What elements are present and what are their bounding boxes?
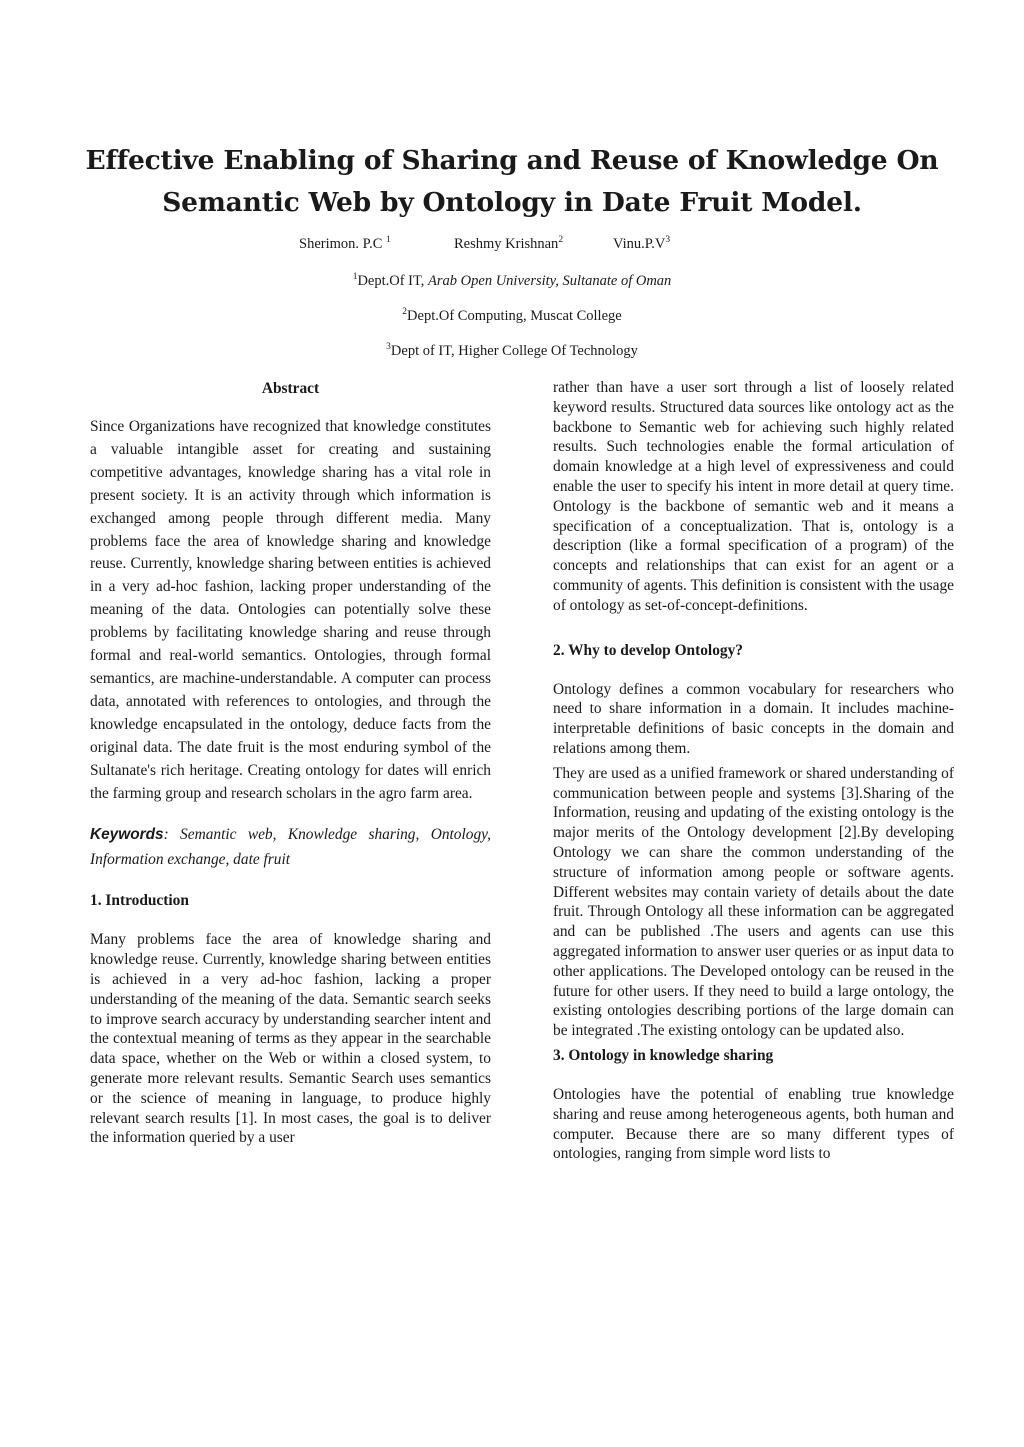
affiliation-3-sup: 3	[386, 342, 391, 352]
affiliation-1	[0, 273, 1024, 290]
author-1	[299, 236, 391, 253]
affiliation-2-sup: 2	[402, 307, 408, 317]
introduction-text: Many problems face the area of knowledge sharing and knowledge reuse. Currently, knowledge sharing between entities is achieved in a very ad-hoc fashion, lacking a proper understanding of the meaning of the data. Semantic search seeks to improve search accuracy by understanding searcher intent and the contextual meaning of terms as they appear in the searchable data space, whether on the Web or within a closed system, to generate more relevant results. Semantic Search uses semantics or the science of meaning in language, to produce highly relevant search results [1]. In most cases, the goal is to deliver the information queried by a user	[90, 931, 491, 1147]
why-develop-ontology-text-2: They are used as a unified framework or shared understanding of communication between people and systems [3].Sharing of the Information, reusing and updating of the existing ontology is the major merits of the Ontology development [2].By developing Ontology we can share the common understanding of the structure of information among people or software agents. Different websites may contain variety of details about the date fruit. Through Ontology all these information can be aggregated and can be published .The users and agents can use this aggregated information to answer user queries or as input data to other applications. The Developed ontology can be reused in the future for other users. If they need to build a large ontology, the existing ontologies describing portions of the large domain can be integrated .The existing ontology can be updated also.	[553, 764, 954, 1040]
author-3-sup: 3	[665, 235, 671, 245]
paper-title	[60, 140, 964, 224]
affiliation-1-sup: 1	[352, 272, 358, 282]
author-3-name: Vinu.P.V	[613, 236, 666, 252]
affiliation-1-dept: Dept.Of IT,	[357, 273, 429, 289]
title-line-1: Effective Enabling of Sharing and Reuse of Knowledge On	[85, 145, 939, 176]
keywords	[90, 823, 491, 872]
right-column	[553, 378, 954, 1164]
ontology-knowledge-sharing-text: Ontologies have the potential of enabling true knowledge sharing and reuse among heterogeneous agents, both human and computer. Because there are so many different types of ontologies, ranging from simple word lists to	[553, 1085, 954, 1163]
introduction-continued-text: rather than have a user sort through a list of loosely related keyword results. Structured data sources like ontology act as the backbone to Semantic web for achieving such highly related results. Such technologies enable the formal articulation of domain knowledge at a high level of expressiveness and could enable the user to specify his intent in more detail at query time. Ontology is the backbone of semantic web and it means a specification of a conceptualization. That is, ontology is a description (like a formal specification of a program) of the concepts and relationships that can exist for an agent or a community of agents. This definition is consistent with the usage of ontology as set-of-concept-definitions.	[553, 379, 954, 614]
affiliation-2	[0, 308, 1024, 325]
abstract-text: Since Organizations have recognized that knowledge constitutes a valuable intangible asset for creating and sustaining competitive advantages, knowledge sharing has a vital role in present society. It is an activity through which information is exchanged among people through different media. Many problems face the area of knowledge sharing and knowledge reuse. Currently, knowledge sharing between entities is achieved in a very ad-hoc fashion, lacking proper understanding of the meaning of the data. Ontologies can potentially solve these problems by facilitating knowledge sharing and reuse through formal and real-world semantics. Ontologies, through formal semantics, are machine-understandable. A computer can process data, annotated with references to ontologies, and through the knowledge encapsulated in the ontology, deduce facts from the original data. The date fruit is the most enduring symbol of the Sultanate's rich heritage. Creating ontology for dates will enrich the farming group and research scholars in the agro farm area.	[90, 418, 491, 802]
author-3	[613, 236, 670, 253]
why-develop-ontology-heading: 2. Why to develop Ontology?	[553, 641, 743, 659]
abstract-heading: Abstract	[261, 380, 320, 397]
author-2-name: Reshmy Krishnan	[454, 236, 559, 252]
keywords-label: Keywords	[90, 826, 164, 844]
title-line-2: Semantic Web by Ontology in Date Fruit Model.	[162, 187, 862, 218]
keywords-text: : Semantic web, Knowledge sharing, Ontology, Information exchange, date fruit	[90, 826, 491, 868]
author-1-sup: 1	[386, 235, 391, 245]
introduction-heading: 1. Introduction	[90, 892, 189, 910]
affiliation-3-text: Dept of IT, Higher College Of Technology	[390, 343, 638, 359]
affiliation-2-text: Dept.Of Computing, Muscat College	[407, 308, 622, 324]
author-1-name: Sherimon. P.C	[299, 236, 383, 252]
author-2	[454, 236, 563, 253]
affiliation-1-institution: Arab Open University, Sultanate of Oman	[428, 273, 672, 289]
ontology-knowledge-sharing-heading: 3. Ontology in knowledge sharing	[553, 1046, 774, 1064]
affiliation-3	[0, 343, 1024, 360]
why-develop-ontology-text-1: Ontology defines a common vocabulary for researchers who need to share information in a domain. It includes machine-interpretable definitions of basic concepts in the domain and relations among them.	[553, 680, 954, 757]
author-2-sup: 2	[558, 235, 564, 245]
left-column	[90, 378, 491, 1148]
